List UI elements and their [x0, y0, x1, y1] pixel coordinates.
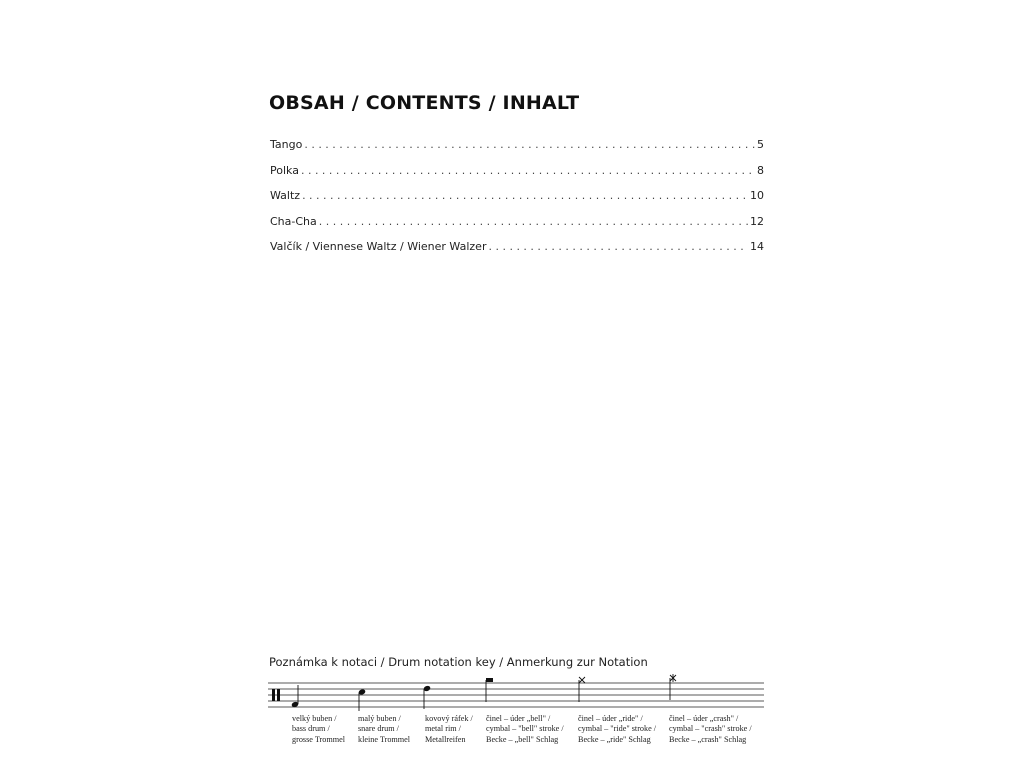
notation-caption-metal-rim: kovový ráfek / metal rim / Metallreifen [425, 714, 473, 744]
page-title: OBSAH / CONTENTS / INHALT [269, 92, 580, 114]
toc-entry-title: Polka [270, 163, 299, 177]
toc-entry-page: 8 [757, 163, 764, 177]
toc-leader-dots [301, 164, 755, 177]
cymbal-bell-note-icon [486, 678, 493, 702]
notation-caption-cymbal-ride: činel – úder „ride" / cymbal – "ride" stroke / Becke – „ride" Schlag [578, 714, 657, 744]
toc-entry [270, 189, 764, 215]
cymbal-ride-note-icon [579, 677, 585, 702]
toc-entry [270, 240, 764, 266]
cymbal-crash-note-icon [670, 674, 676, 700]
notation-key-captions [292, 714, 782, 754]
toc-entry [270, 164, 764, 190]
toc-leader-dots [304, 138, 755, 151]
metal-rim-note-icon [423, 685, 431, 709]
notation-caption-bass-drum: velký buben / bass drum / grosse Trommel [292, 714, 345, 744]
toc-leader-dots [302, 189, 748, 202]
toc-entry-title: Valčík / Viennese Waltz / Wiener Walzer [270, 240, 487, 253]
notation-caption-cymbal-bell: činel – úder „bell" / cymbal – "bell" stroke / Becke – „bell" Schlag [486, 714, 564, 744]
notation-caption-cymbal-crash: činel – úder „crash" / cymbal – "crash" stroke / Becke – „crash" Schlag [669, 714, 752, 744]
drum-notation-staff [266, 674, 766, 712]
bass-drum-note-icon [291, 685, 299, 708]
table-of-contents [270, 138, 764, 266]
staff-lines [268, 683, 764, 707]
toc-entry-page: 14 [750, 240, 764, 253]
toc-leader-dots [319, 215, 748, 228]
toc-entry-page: 5 [757, 138, 764, 151]
notation-caption-snare-drum: malý buben / snare drum / kleine Trommel [358, 714, 411, 744]
toc-entry-title: Waltz [270, 189, 301, 202]
snare-drum-note-icon [358, 688, 366, 711]
toc-entry-page: 12 [750, 214, 764, 228]
toc-entry [270, 138, 764, 164]
toc-entry-title: Cha-Cha [270, 214, 317, 228]
toc-entry-title: Tango [270, 138, 303, 151]
toc-leader-dots [488, 240, 748, 253]
toc-entry [270, 215, 764, 241]
toc-entry-page: 10 [750, 189, 764, 202]
notation-key-heading: Poznámka k notaci / Drum notation key / Anmerkung zur Notation [269, 655, 648, 669]
